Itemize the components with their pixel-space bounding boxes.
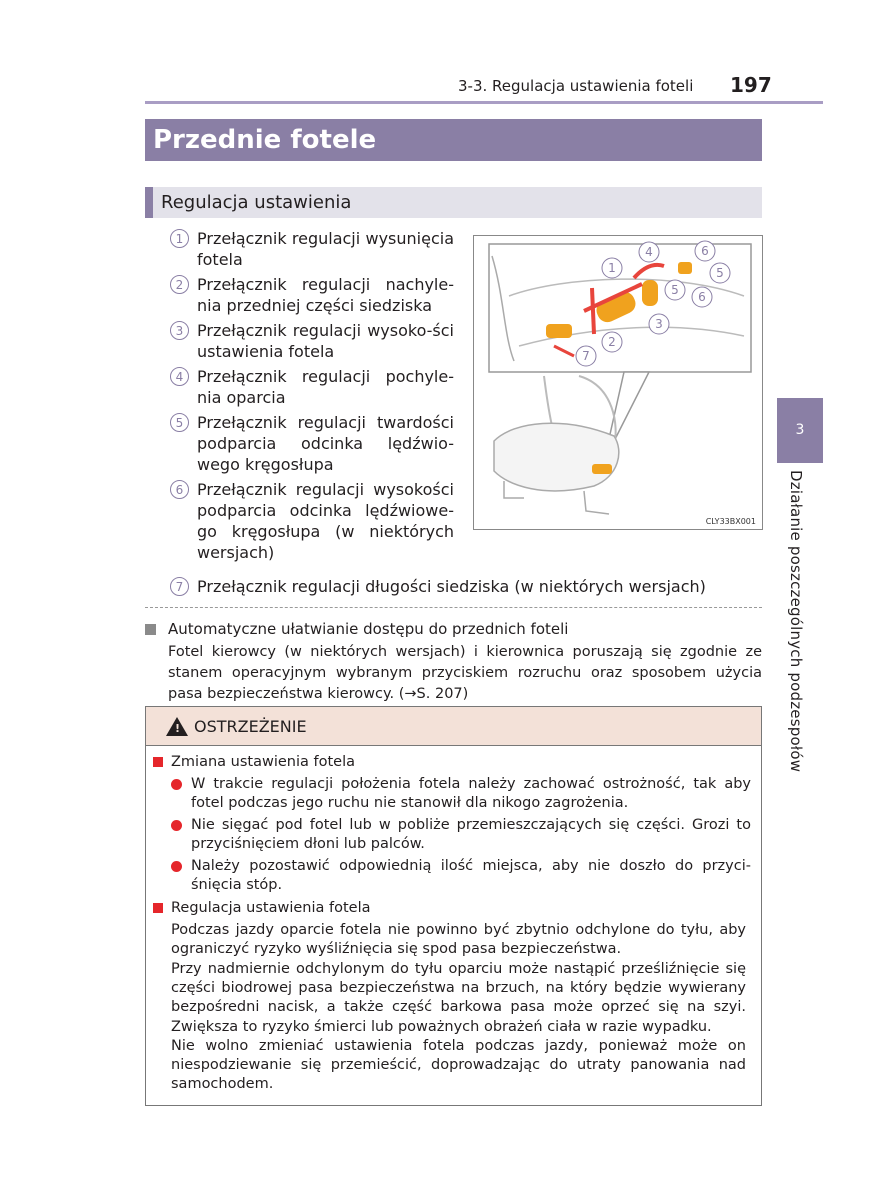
warning-paragraph: Przy nadmiernie odchylonym do tyłu oparciu może nastąpić prześliźnięcie się części biodrowej pasa bezpieczeństwa na brzuch, na który będzie wywierany bezpośredni nacisk, a także część barkowa pasa może oprzeć się na szyi. Zwiększa to ryzyko śmierci lub poważnych obrażeń ciała w razie wypadku. <box>171 961 746 1035</box>
warning-label: OSTRZEŻENIE <box>194 716 307 736</box>
seat-cushion <box>494 423 619 491</box>
list-item <box>170 274 454 316</box>
callout-label: 6 <box>701 244 709 258</box>
arrow-icon <box>592 288 594 334</box>
callout-number: 5 <box>170 413 189 432</box>
subsection-title: Regulacja ustawienia <box>145 187 762 218</box>
warning-bullet <box>171 857 751 895</box>
list-item <box>170 320 454 362</box>
page-number: 197 <box>730 73 772 97</box>
callout-label: 5 <box>671 283 679 297</box>
callout-label: 2 <box>608 335 616 349</box>
callout-number: 7 <box>170 577 189 596</box>
warning-header <box>146 707 761 746</box>
warning-triangle-icon: ! <box>166 717 188 736</box>
square-bullet-icon <box>153 903 163 913</box>
item-text: Przełącznik regulacji nachyle-nia przedniej części siedziska <box>197 275 454 315</box>
auto-access-heading <box>145 620 568 638</box>
warning-paragraph: Podczas jazdy oparcie fotela nie powinno być zbytnio odchylone do tyłu, aby ograniczyć ryzyko wyśliźnięcia się spod pasa bezpieczeństwa. <box>171 922 746 958</box>
warning-subheading-text: Regulacja ustawienia fotela <box>171 900 371 916</box>
list-item <box>170 228 454 270</box>
seat-illustration <box>473 235 763 530</box>
callout-label: 1 <box>608 261 616 275</box>
cushion-switch-icon <box>546 324 572 338</box>
callout-number: 2 <box>170 275 189 294</box>
lumbar-switch-icon <box>678 262 692 274</box>
auto-access-body: Fotel kierowcy (w niektórych wersjach) i kierownica poruszają się zgodnie ze stanem operacyjnym wybranym przyciskiem rozruchu oraz sposobem użycia pasa bezpieczeństwa kierowcy. (→S. 207) <box>168 644 762 702</box>
item-text: Przełącznik regulacji wysunięcia fotela <box>197 229 454 269</box>
callout-number: 4 <box>170 367 189 386</box>
seat-rail <box>584 491 609 514</box>
warning-box <box>145 706 762 1106</box>
section-title: Przednie fotele <box>145 119 762 161</box>
bullet-dot-icon <box>171 820 182 831</box>
callout-label: 3 <box>655 317 663 331</box>
bullet-dot-icon <box>171 861 182 872</box>
auto-access-title: Automatyczne ułatwianie dostępu do przednich foteli <box>168 620 569 638</box>
list-item <box>170 412 454 475</box>
item-text: Przełącznik regulacji wysokości podparcia odcinka lędźwiowe-go kręgosłupa (w niektórych wersjach) <box>197 480 454 562</box>
list-item <box>170 366 454 408</box>
recline-switch-icon <box>642 280 658 306</box>
running-header: 3-3. Regulacja ustawienia foteli <box>458 77 694 95</box>
callout-label: 6 <box>698 290 706 304</box>
square-bullet-icon <box>145 624 156 635</box>
switch-list <box>170 228 454 567</box>
seat-diagram <box>474 236 761 528</box>
chapter-title: Działanie poszczególnych podzespołów <box>787 470 805 773</box>
callout-label: 5 <box>716 266 724 280</box>
bullet-text: W trakcie regulacji położenia fotela należy zachować ostrożność, tak aby fotel podczas jego ruchu nie stanowił dla nikogo zagrożenia. <box>191 776 751 811</box>
warning-bullet <box>171 775 751 813</box>
header-rule <box>145 101 823 104</box>
figure-code: CLY33BX001 <box>705 517 756 526</box>
callout-number: 3 <box>170 321 189 340</box>
callout-label: 7 <box>582 349 590 363</box>
list-item <box>170 479 454 563</box>
warning-paragraph: Nie wolno zmieniać ustawienia fotela podczas jazdy, ponieważ może on niespodziewanie się przemieścić, doprowadzając do utraty panowania nad samochodem. <box>171 1038 746 1093</box>
seat-switch-icon <box>592 464 612 474</box>
callout-number: 6 <box>170 480 189 499</box>
item-text: Przełącznik regulacji wysoko-ści ustawienia fotela <box>197 321 454 361</box>
divider <box>145 607 762 608</box>
square-bullet-icon <box>153 757 163 767</box>
warning-bullet <box>171 816 751 854</box>
warning-subheading <box>153 754 355 770</box>
callout-label: 4 <box>645 245 653 259</box>
item-text: Przełącznik regulacji twardości podparcia odcinka lędźwio-wego kręgosłupa <box>197 413 454 474</box>
item-text: Przełącznik regulacji długości siedziska (w niektórych wersjach) <box>197 577 706 596</box>
bullet-dot-icon <box>171 779 182 790</box>
warning-subheading <box>153 900 370 916</box>
chapter-tab: 3 <box>777 398 823 463</box>
warning-subheading-text: Zmiana ustawienia fotela <box>171 754 355 770</box>
callout-number: 1 <box>170 229 189 248</box>
bullet-text: Nie sięgać pod fotel lub w pobliże przemieszczających się części. Grozi to przyciśnięciem dłoni lub palców. <box>191 817 751 852</box>
item-text: Przełącznik regulacji pochyle-nia oparcia <box>197 367 454 407</box>
bullet-text: Należy pozostawić odpowiednią ilość miejsca, aby nie doszło do przyci-śnięcia stóp. <box>191 858 751 893</box>
list-item <box>170 576 706 597</box>
